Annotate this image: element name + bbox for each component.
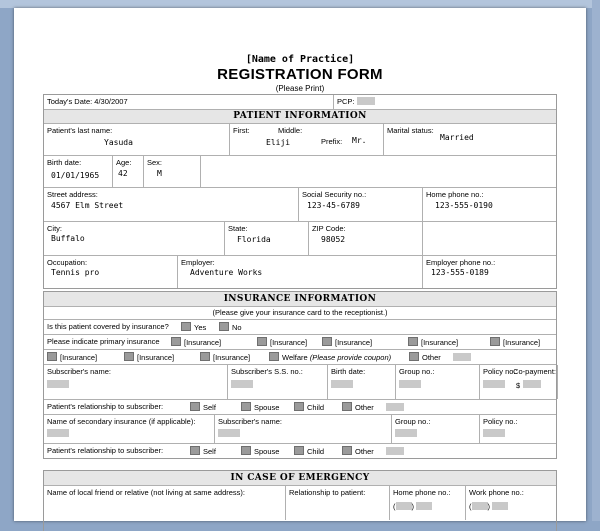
practice-name: [Name of Practice] [245,54,355,65]
subscriber-name-field[interactable] [44,365,228,399]
secondary-group-field[interactable] [392,415,480,443]
checkbox-icon[interactable] [200,352,210,361]
copay-field[interactable] [513,365,556,399]
occupation-row [44,256,556,288]
relationship-row-2 [44,444,556,458]
subscriber-name-label: Subscriber's name: [47,367,111,376]
last-name-value: Yasuda [104,138,133,147]
secondary-subscriber-blank[interactable] [218,429,240,437]
spouse-label: Spouse [254,447,280,456]
first-name-value: Eliji [266,138,291,147]
checkbox-icon[interactable] [269,352,279,361]
secondary-policy-label: Policy no.: [483,417,518,426]
state-field[interactable] [225,222,309,255]
age-field[interactable] [113,156,144,187]
rel-spouse-option[interactable] [241,402,279,412]
friend-name-field[interactable] [44,486,286,520]
checkbox-icon[interactable] [171,337,181,346]
employer-phone-label: Employer phone no.: [426,258,496,267]
covered-yes[interactable] [181,322,206,332]
rel2-child-option[interactable] [294,446,324,456]
emergency-row [44,486,556,520]
self-label: Self [203,403,216,412]
emergency-home-phone-field[interactable] [390,486,466,520]
vertical-scrollbar[interactable] [592,0,600,521]
checkbox-icon[interactable] [294,402,304,411]
secondary-subscriber-field[interactable] [215,415,392,443]
prefix-value: Mr. [352,136,367,145]
emergency-relationship-field[interactable] [286,486,390,520]
subscriber-ss-label: Subscriber's S.S. no.: [231,367,303,376]
emergency-home-phone-label: Home phone no.: [393,488,451,497]
rel2-spouse-option[interactable] [241,446,279,456]
birth-row-empty [201,156,556,187]
city-value: Buffalo [51,234,85,243]
home-phone-label: Home phone no.: [426,190,484,199]
checkbox-icon[interactable] [408,337,418,346]
todays-date: Today's Date: 4/30/2007 [44,95,334,109]
zip-field[interactable] [309,222,423,255]
window-top-strip [0,0,600,8]
checkbox-icon[interactable] [190,402,200,411]
subscriber-ss-blank[interactable] [231,380,253,388]
rel2-other-blank[interactable] [386,447,404,455]
name-row [44,124,556,156]
age-label: Age: [116,158,132,167]
subscriber-birth-label: Birth date: [331,367,366,376]
work-phone-parens[interactable]: ( ) [469,502,508,511]
secondary-insurance-field[interactable] [44,415,215,443]
insurance-option-1[interactable] [171,337,221,347]
insurance-option-label: [Insurance] [421,338,459,347]
insurance-info-table [43,291,557,459]
child-label: Child [307,447,325,456]
middle-label: Middle: [278,126,303,135]
checkbox-icon[interactable] [490,337,500,346]
employer-field[interactable] [178,256,423,288]
first-name-label: First: [233,126,250,135]
spouse-label: Spouse [254,403,280,412]
insurance-option-label: [Insurance] [137,353,175,362]
city-label: City: [47,224,62,233]
state-label: State: [228,224,248,233]
pcp-label: PCP: [337,97,355,106]
welfare-option[interactable] [269,352,391,362]
occupation-field[interactable] [44,256,178,288]
please-print-note: (Please Print) [275,84,325,93]
subscriber-birth-blank[interactable] [331,380,353,388]
relationship-row-1 [44,400,556,415]
emergency-table [43,470,557,531]
covered-question: Is this patient covered by insurance? [47,322,169,331]
insurance-option-label: [Insurance] [213,353,251,362]
address-row [44,188,556,222]
copay-blank[interactable] [523,380,541,388]
welfare-label: Welfare [282,353,308,362]
secondary-group-label: Group no.: [395,417,431,426]
secondary-insurance-label: Name of secondary insurance (if applicable): [47,417,196,426]
subscriber-ss-field[interactable] [228,365,328,399]
subscriber-row [44,365,556,400]
insurance-option-3[interactable] [322,337,372,347]
no-label: No [232,323,242,332]
welfare-note: (Please provide coupon) [309,353,392,362]
checkbox-icon[interactable] [257,337,267,346]
checkbox-icon[interactable] [342,402,352,411]
insurance-option-label: [Insurance] [184,338,222,347]
pcp-blank[interactable] [357,97,375,105]
group-no-field[interactable] [396,365,480,399]
secondary-group-blank[interactable] [395,429,417,437]
emergency-work-phone-field[interactable] [466,486,556,520]
insurance-card-note: (Please give your insurance card to the receptionist.) [44,307,556,320]
self-label: Self [203,447,216,456]
birth-date-value: 01/01/1965 [51,171,100,180]
checkbox-icon[interactable] [47,352,57,361]
employer-label: Employer: [181,258,215,267]
prefix-label: Prefix: [321,137,343,146]
sex-value: M [157,169,162,178]
covered-row [44,320,556,335]
dollar-sign: $ [516,381,521,390]
checkbox-icon[interactable] [241,402,251,411]
home-phone-field[interactable] [423,188,556,221]
insurance-option-5[interactable] [490,337,540,347]
last-name-label: Patient's last name: [47,126,113,135]
form-header [14,54,586,93]
state-value: Florida [237,235,271,244]
secondary-subscriber-label: Subscriber's name: [218,417,282,426]
group-no-blank[interactable] [399,380,421,388]
checkbox-icon[interactable] [294,446,304,455]
pcp-field[interactable] [334,95,556,109]
patient-info-table [43,94,557,289]
zip-label: ZIP Code: [312,224,346,233]
insurance-option-label: [Insurance] [335,338,373,347]
primary-label: Please indicate primary insurance [47,337,160,346]
insurance-option-4[interactable] [408,337,458,347]
birth-date-label: Birth date: [47,158,82,167]
patient-section-title: PATIENT INFORMATION [44,110,556,124]
group-no-label: Group no.: [399,367,435,376]
friend-name-label: Name of local friend or relative (not living at same address): [47,488,246,497]
employer-phone-field[interactable] [423,256,556,288]
checkbox-icon[interactable] [342,446,352,455]
insurance-option-8[interactable] [200,352,250,362]
relationship-label-2: Patient's relationship to subscriber: [47,446,164,455]
covered-no[interactable] [219,322,242,332]
marital-label: Marital status: [387,126,434,135]
prefix-field[interactable] [318,124,384,155]
ssn-value: 123-45-6789 [307,201,360,210]
zip-value: 98052 [321,235,346,244]
ssn-field[interactable] [299,188,423,221]
checkbox-icon[interactable] [190,446,200,455]
marital-status-field[interactable] [384,124,556,155]
city-row [44,222,556,256]
emergency-section-title: IN CASE OF EMERGENCY [44,471,556,486]
other-insurance-option[interactable] [409,352,471,362]
rel-child-option[interactable] [294,402,324,412]
copay-label: Co-payment: [513,367,556,376]
insurance-option-6[interactable] [47,352,97,362]
insurance-section-title: INSURANCE INFORMATION [44,292,556,307]
city-field[interactable] [44,222,225,255]
insurance-option-label: [Insurance] [503,338,541,347]
primary-row-1 [44,335,556,350]
insurance-option-label: [Insurance] [60,353,98,362]
subscriber-birth-field[interactable] [328,365,396,399]
birth-row [44,156,556,188]
street-label: Street address: [47,190,98,199]
form-title: REGISTRATION FORM [217,66,383,83]
rel-other-blank[interactable] [386,403,404,411]
secondary-policy-blank[interactable] [483,429,505,437]
marital-value: Married [440,133,474,142]
primary-row-2 [44,350,556,365]
secondary-row [44,415,556,444]
document-page [14,8,586,521]
last-name-field[interactable] [44,124,230,155]
other-blank[interactable] [453,353,471,361]
rel-self-option[interactable] [190,402,216,412]
other-label: Other [422,353,441,362]
ssn-label: Social Security no.: [302,190,367,199]
sex-field[interactable] [144,156,201,187]
subscriber-name-blank[interactable] [47,380,69,388]
checkbox-icon[interactable] [181,322,191,331]
policy-no-label: Policy no.: [483,367,518,376]
rel2-self-option[interactable] [190,446,216,456]
occupation-value: Tennis pro [51,268,100,277]
checkbox-icon[interactable] [124,352,134,361]
street-field[interactable] [44,188,299,221]
home-phone-parens[interactable]: ( ) [393,502,432,511]
insurance-option-label: [Insurance] [270,338,308,347]
city-row-empty [423,222,556,255]
insurance-option-2[interactable] [257,337,307,347]
home-phone-value: 123-555-0190 [435,201,493,210]
other-label: Other [355,403,374,412]
middle-name-field[interactable] [278,124,318,155]
checkbox-icon[interactable] [322,337,332,346]
emergency-work-phone-label: Work phone no.: [469,488,524,497]
yes-label: Yes [194,323,207,332]
relationship-label: Patient's relationship to subscriber: [47,402,164,411]
rel-other-option[interactable] [342,402,404,412]
employer-value: Adventure Works [190,268,263,277]
secondary-insurance-blank[interactable] [47,429,69,437]
checkbox-icon[interactable] [409,352,419,361]
checkbox-icon[interactable] [219,322,229,331]
birth-date-field[interactable] [44,156,113,187]
employer-phone-value: 123-555-0189 [431,268,489,277]
age-value: 42 [118,169,128,178]
secondary-policy-field[interactable] [480,415,556,443]
date-row [44,95,556,110]
rel2-other-option[interactable] [342,446,404,456]
occupation-label: Occupation: [47,258,88,267]
emergency-relationship-label: Relationship to patient: [289,488,366,497]
child-label: Child [307,403,325,412]
policy-no-blank[interactable] [483,380,505,388]
other-label: Other [355,447,374,456]
insurance-option-7[interactable] [124,352,174,362]
street-value: 4567 Elm Street [51,201,124,210]
sex-label: Sex: [147,158,163,167]
checkbox-icon[interactable] [241,446,251,455]
